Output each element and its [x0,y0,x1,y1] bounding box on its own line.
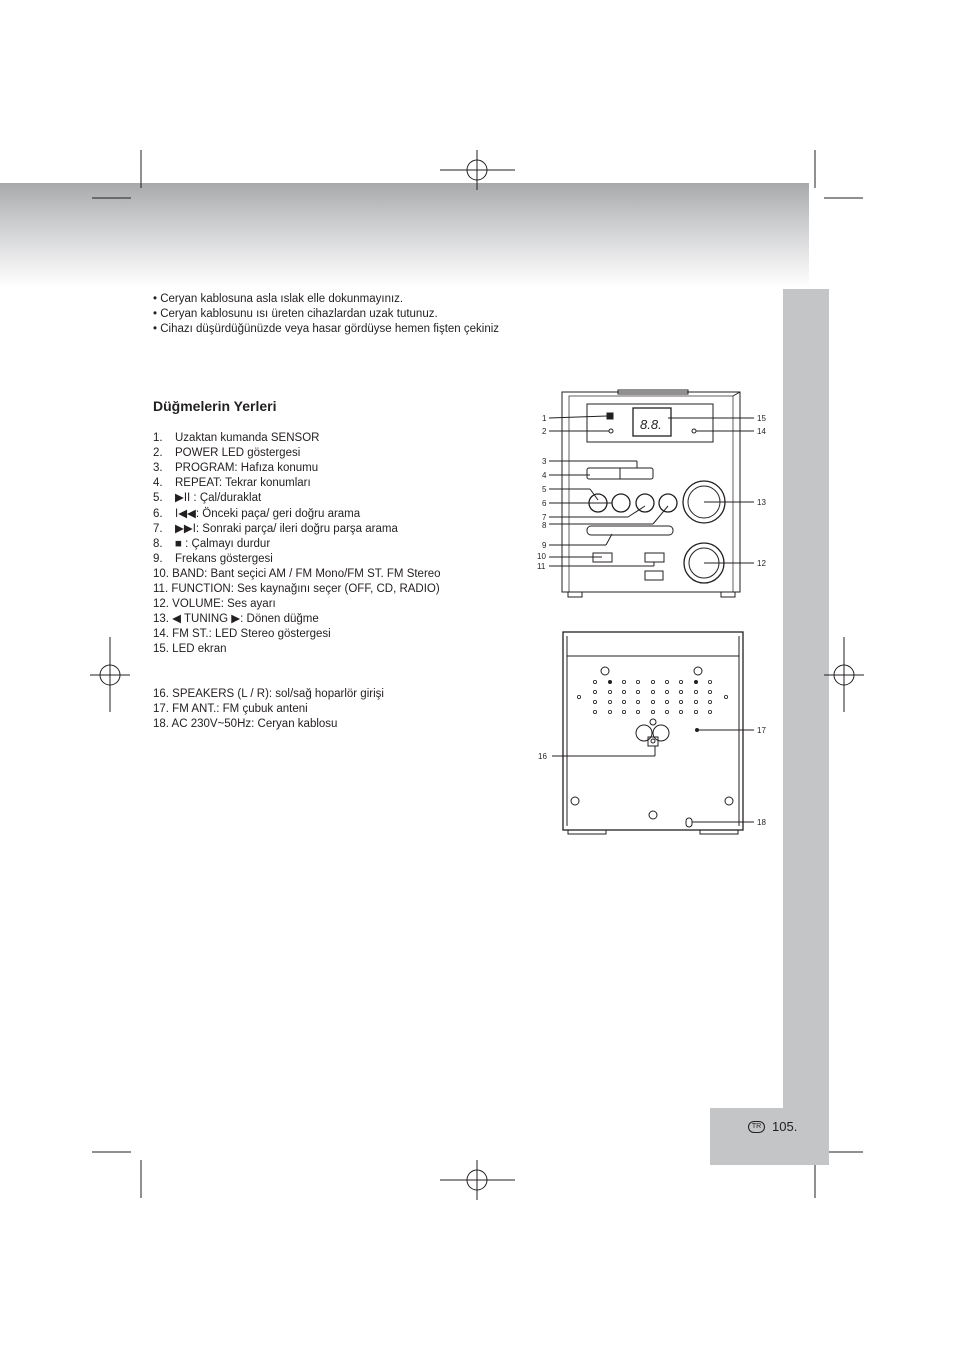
list-item: 1. Uzaktan kumanda SENSOR [153,432,320,444]
list-item: 3. PROGRAM: Hafıza konumu [153,462,319,474]
callout-15: 15 [757,414,766,423]
screw [694,667,702,675]
front-panel-diagram [530,385,780,605]
section-title: Düğmelerin Yerleri [153,398,277,414]
list-item: 12. VOLUME: Ses ayarı [153,598,276,610]
list-item: 7. ▶▶I: Sonraki parça/ ileri doğru parşa arama [153,523,398,535]
warning-line-2: • Ceryan kablosunu ısı üreten cihazlardan uzak tutunuz. [153,308,438,320]
power-cord [686,818,692,827]
callout-9: 9 [542,541,547,550]
screw [649,811,657,819]
callout-lines [552,730,754,822]
prev-button [612,494,630,512]
callout-labels [538,726,766,827]
list-item: 18. AC 230V~50Hz: Ceryan kablosu [153,718,338,730]
screw [571,797,579,805]
list-item: 4. REPEAT: Tekrar konumları [153,477,311,489]
screw [601,667,609,675]
callout-5: 5 [542,485,547,494]
list-item: 6. I◀◀: Önceki paça/ geri doğru arama [153,508,361,520]
fm-stereo-led [692,429,696,433]
aux-jack [645,571,663,580]
callout-4: 4 [542,471,547,480]
callout-16: 16 [538,752,547,761]
function-switch [645,553,664,562]
speaker-terminals [636,719,669,746]
callout-1: 1 [542,414,547,423]
foot [721,592,735,597]
callout-10: 10 [537,552,546,561]
callout-14: 14 [757,427,766,436]
list-item: 2. POWER LED göstergesi [153,447,301,459]
callout-13: 13 [757,498,766,507]
list-item: 11. FUNCTION: Ses kaynağını seçer (OFF, CD, RADIO) [153,583,440,595]
callout-17: 17 [757,726,766,735]
warning-line-3: • Cihazı düşürdüğünüzde veya hasar gördüyse hemen fişten çekiniz [153,323,500,335]
back-panel-diagram [530,625,780,840]
list-item: 13. ◀ TUNING ▶: Dönen düğme [153,613,319,625]
foot [568,592,582,597]
callout-8: 8 [542,521,547,530]
callout-6: 6 [542,499,547,508]
list-item: 14. FM ST.: LED Stereo göstergesi [153,628,331,640]
frequency-indicator [587,526,673,535]
power-led [609,429,613,433]
callout-3: 3 [542,457,547,466]
remote-sensor [607,413,613,419]
stop-button [659,494,677,512]
list-item: 5. ▶II : Çal/duraklat [153,492,262,504]
callout-labels [537,414,766,571]
callout-12: 12 [757,559,766,568]
page-number: 105. [772,1119,798,1134]
callout-7: 7 [542,513,547,522]
callout-11: 11 [537,562,546,571]
led-digits: 8.8. [640,417,662,432]
vent-holes [577,680,727,713]
next-button [636,494,654,512]
warning-line-1: • Ceryan kablosuna asla ıslak elle dokunmayınız. [153,293,404,305]
list-item: 8. ■ : Çalmayı durdur [153,538,271,550]
list-item: 9. Frekans göstergesi [153,553,273,565]
list-item: 16. SPEAKERS (L / R): sol/sağ hoparlör girişi [153,688,384,700]
page-number-tab [710,1108,829,1165]
list-item: 15. LED ekran [153,643,227,655]
language-badge: TR [748,1121,765,1133]
list-item: 17. FM ANT.: FM çubuk anteni [153,703,308,715]
callout-2: 2 [542,427,547,436]
callout-lines [549,416,754,566]
callout-18: 18 [757,818,766,827]
screw [725,797,733,805]
list-item: 10. BAND: Bant seçici AM / FM Mono/FM ST. FM Stereo [153,568,441,580]
